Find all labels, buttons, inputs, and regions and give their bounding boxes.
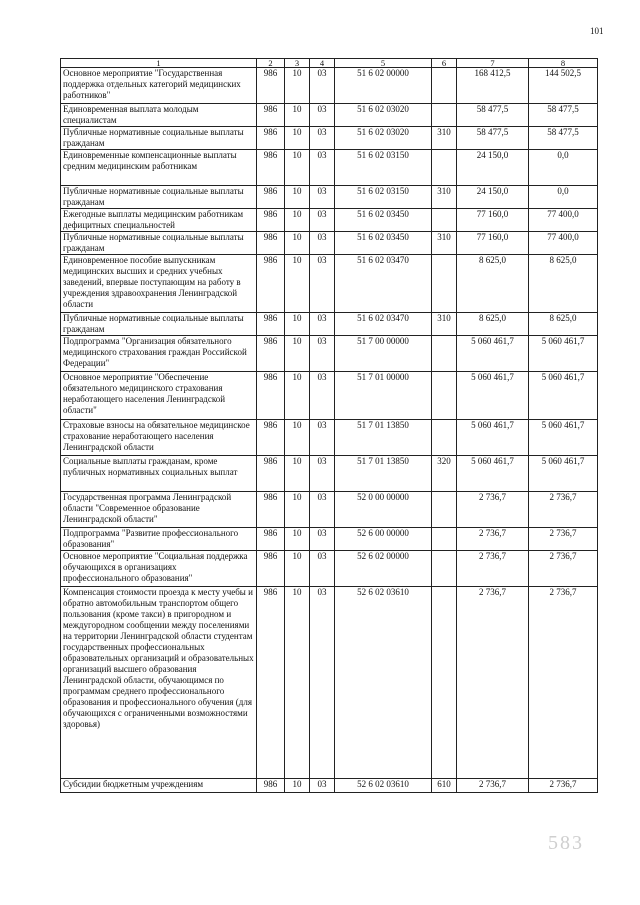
table-row [61, 372, 598, 420]
cell-col6: 610 [432, 779, 457, 793]
cell-col2: 986 [257, 492, 285, 528]
cell-col6 [432, 528, 457, 551]
page-number: 101 [590, 26, 604, 36]
cell-col6 [432, 336, 457, 372]
cell-col2: 986 [257, 150, 285, 186]
header-cell: 7 [457, 59, 529, 68]
row-name: Подпрограмма "Развитие профессионального образования" [61, 528, 257, 551]
cell-col6: 310 [432, 127, 457, 150]
cell-col2: 986 [257, 551, 285, 587]
row-name: Социальные выплаты гражданам, кроме публичных нормативных социальных выплат [61, 456, 257, 492]
table-row [61, 420, 598, 456]
row-name: Основное мероприятие "Социальная поддержка обучающихся в организациях профессионального образования" [61, 551, 257, 587]
cell-col4: 03 [310, 528, 335, 551]
cell-col5: 51 6 02 03020 [335, 127, 432, 150]
cell-col3: 10 [285, 209, 310, 232]
header-cell: 6 [432, 59, 457, 68]
cell-col3: 10 [285, 372, 310, 420]
row-name: Страховые взносы на обязательное медицинское страхование неработающего населения Ленинградской области [61, 420, 257, 456]
cell-col7: 24 150,0 [457, 150, 529, 186]
header-cell: 5 [335, 59, 432, 68]
cell-col6 [432, 420, 457, 456]
cell-col3: 10 [285, 456, 310, 492]
cell-col8: 0,0 [529, 150, 598, 186]
cell-col2: 986 [257, 528, 285, 551]
table-row [61, 336, 598, 372]
cell-col3: 10 [285, 528, 310, 551]
cell-col8: 2 736,7 [529, 551, 598, 587]
cell-col7: 8 625,0 [457, 313, 529, 336]
cell-col4: 03 [310, 104, 335, 127]
cell-col7: 2 736,7 [457, 528, 529, 551]
cell-col8: 5 060 461,7 [529, 456, 598, 492]
row-name: Основное мероприятие "Обеспечение обязательного медицинского страхования неработающего населения Ленинградской области" [61, 372, 257, 420]
header-cell: 3 [285, 59, 310, 68]
cell-col7: 168 412,5 [457, 68, 529, 104]
cell-col4: 03 [310, 372, 335, 420]
table-row [61, 313, 598, 336]
header-cell: 1 [61, 59, 257, 68]
cell-col6 [432, 68, 457, 104]
table-row [61, 104, 598, 127]
table-row [61, 209, 598, 232]
table-row [61, 186, 598, 209]
row-name: Единовременное пособие выпускникам медицинских высших и средних учебных заведений, впервые поступающим на работу в учреждения здравоохранения Ленинградской области [61, 255, 257, 313]
cell-col4: 03 [310, 420, 335, 456]
table-row [61, 492, 598, 528]
row-name: Ежегодные выплаты медицинским работникам дефицитных специальностей [61, 209, 257, 232]
table-row [61, 127, 598, 150]
cell-col5: 51 7 01 13850 [335, 420, 432, 456]
cell-col8: 2 736,7 [529, 779, 598, 793]
cell-col6 [432, 372, 457, 420]
cell-col3: 10 [285, 255, 310, 313]
cell-col6 [432, 492, 457, 528]
cell-col5: 51 7 01 00000 [335, 372, 432, 420]
cell-col5: 52 6 00 00000 [335, 528, 432, 551]
cell-col2: 986 [257, 68, 285, 104]
cell-col7: 2 736,7 [457, 492, 529, 528]
table-row [61, 587, 598, 779]
budget-table [60, 58, 598, 793]
cell-col7: 8 625,0 [457, 255, 529, 313]
cell-col3: 10 [285, 150, 310, 186]
cell-col8: 8 625,0 [529, 255, 598, 313]
row-name: Публичные нормативные социальные выплаты гражданам [61, 127, 257, 150]
cell-col5: 51 6 02 00000 [335, 68, 432, 104]
row-name: Единовременная выплата молодым специалистам [61, 104, 257, 127]
cell-col4: 03 [310, 492, 335, 528]
cell-col5: 52 6 02 00000 [335, 551, 432, 587]
header-row [61, 59, 598, 68]
cell-col2: 986 [257, 372, 285, 420]
cell-col4: 03 [310, 587, 335, 779]
cell-col3: 10 [285, 186, 310, 209]
cell-col6: 310 [432, 232, 457, 255]
cell-col8: 2 736,7 [529, 528, 598, 551]
cell-col6 [432, 209, 457, 232]
cell-col8: 5 060 461,7 [529, 420, 598, 456]
cell-col2: 986 [257, 313, 285, 336]
cell-col2: 986 [257, 255, 285, 313]
cell-col8: 0,0 [529, 186, 598, 209]
table-row [61, 551, 598, 587]
cell-col4: 03 [310, 456, 335, 492]
cell-col4: 03 [310, 255, 335, 313]
table-row [61, 255, 598, 313]
cell-col3: 10 [285, 779, 310, 793]
cell-col5: 51 6 02 03450 [335, 232, 432, 255]
cell-col8: 144 502,5 [529, 68, 598, 104]
cell-col7: 2 736,7 [457, 779, 529, 793]
cell-col5: 51 6 02 03470 [335, 313, 432, 336]
cell-col6: 320 [432, 456, 457, 492]
cell-col4: 03 [310, 336, 335, 372]
cell-col7: 5 060 461,7 [457, 456, 529, 492]
cell-col7: 2 736,7 [457, 551, 529, 587]
header-cell: 2 [257, 59, 285, 68]
row-name: Подпрограмма "Организация обязательного медицинского страхования граждан Российской Федерации" [61, 336, 257, 372]
cell-col6 [432, 104, 457, 127]
table-row [61, 150, 598, 186]
table-row [61, 779, 598, 793]
cell-col5: 51 6 02 03150 [335, 186, 432, 209]
cell-col6 [432, 587, 457, 779]
cell-col2: 986 [257, 587, 285, 779]
cell-col7: 24 150,0 [457, 186, 529, 209]
cell-col5: 51 6 02 03020 [335, 104, 432, 127]
cell-col8: 5 060 461,7 [529, 336, 598, 372]
table-row [61, 68, 598, 104]
cell-col3: 10 [285, 336, 310, 372]
cell-col5: 52 0 00 00000 [335, 492, 432, 528]
table-row [61, 232, 598, 255]
cell-col5: 52 6 02 03610 [335, 779, 432, 793]
cell-col8: 5 060 461,7 [529, 372, 598, 420]
cell-col3: 10 [285, 587, 310, 779]
cell-col4: 03 [310, 150, 335, 186]
cell-col5: 51 6 02 03450 [335, 209, 432, 232]
cell-col5: 51 6 02 03150 [335, 150, 432, 186]
cell-col2: 986 [257, 127, 285, 150]
cell-col8: 77 400,0 [529, 209, 598, 232]
cell-col5: 51 7 01 13850 [335, 456, 432, 492]
cell-col4: 03 [310, 551, 335, 587]
header-cell: 8 [529, 59, 598, 68]
cell-col7: 58 477,5 [457, 104, 529, 127]
cell-col2: 986 [257, 336, 285, 372]
cell-col7: 5 060 461,7 [457, 420, 529, 456]
cell-col3: 10 [285, 551, 310, 587]
cell-col4: 03 [310, 127, 335, 150]
row-name: Компенсация стоимости проезда к месту учебы и обратно автомобильным транспортом общего пользования (кроме такси) в пригородном и междугородном сообщении между поселениями на территории Ленинградской области студентам государственных профессиональных образовательных организаций и образовательных организаций высшего образования Ленинградской области, обучающимся по программам среднего профессионального образования и профессионального обучения (для обучающихся с ограниченными возможностями здоровья) [61, 587, 257, 779]
row-name: Единовременные компенсационные выплаты средним медицинским работникам [61, 150, 257, 186]
cell-col8: 2 736,7 [529, 492, 598, 528]
cell-col7: 5 060 461,7 [457, 372, 529, 420]
cell-col3: 10 [285, 127, 310, 150]
row-name: Государственная программа Ленинградской области "Современное образование Ленинградской области" [61, 492, 257, 528]
cell-col7: 5 060 461,7 [457, 336, 529, 372]
cell-col8: 58 477,5 [529, 127, 598, 150]
cell-col3: 10 [285, 313, 310, 336]
cell-col7: 77 160,0 [457, 232, 529, 255]
page-stamp: 583 [548, 832, 584, 854]
row-name: Публичные нормативные социальные выплаты гражданам [61, 232, 257, 255]
cell-col8: 58 477,5 [529, 104, 598, 127]
cell-col4: 03 [310, 313, 335, 336]
cell-col3: 10 [285, 104, 310, 127]
cell-col2: 986 [257, 420, 285, 456]
cell-col4: 03 [310, 209, 335, 232]
cell-col3: 10 [285, 492, 310, 528]
row-name: Публичные нормативные социальные выплаты гражданам [61, 313, 257, 336]
cell-col6 [432, 551, 457, 587]
row-name: Субсидии бюджетным учреждениям [61, 779, 257, 793]
cell-col8: 2 736,7 [529, 587, 598, 779]
cell-col3: 10 [285, 68, 310, 104]
cell-col4: 03 [310, 68, 335, 104]
cell-col8: 77 400,0 [529, 232, 598, 255]
cell-col5: 51 6 02 03470 [335, 255, 432, 313]
cell-col2: 986 [257, 186, 285, 209]
cell-col6 [432, 150, 457, 186]
cell-col7: 2 736,7 [457, 587, 529, 779]
header-cell: 4 [310, 59, 335, 68]
cell-col2: 986 [257, 209, 285, 232]
cell-col3: 10 [285, 420, 310, 456]
cell-col4: 03 [310, 186, 335, 209]
cell-col7: 77 160,0 [457, 209, 529, 232]
row-name: Основное мероприятие "Государственная поддержка отдельных категорий медицинских работников" [61, 68, 257, 104]
row-name: Публичные нормативные социальные выплаты гражданам [61, 186, 257, 209]
table-row [61, 456, 598, 492]
cell-col6: 310 [432, 186, 457, 209]
cell-col8: 8 625,0 [529, 313, 598, 336]
cell-col5: 51 7 00 00000 [335, 336, 432, 372]
cell-col2: 986 [257, 456, 285, 492]
cell-col4: 03 [310, 779, 335, 793]
cell-col6 [432, 255, 457, 313]
cell-col7: 58 477,5 [457, 127, 529, 150]
table-row [61, 528, 598, 551]
cell-col2: 986 [257, 779, 285, 793]
cell-col3: 10 [285, 232, 310, 255]
cell-col6: 310 [432, 313, 457, 336]
cell-col5: 52 6 02 03610 [335, 587, 432, 779]
cell-col2: 986 [257, 104, 285, 127]
cell-col4: 03 [310, 232, 335, 255]
cell-col2: 986 [257, 232, 285, 255]
